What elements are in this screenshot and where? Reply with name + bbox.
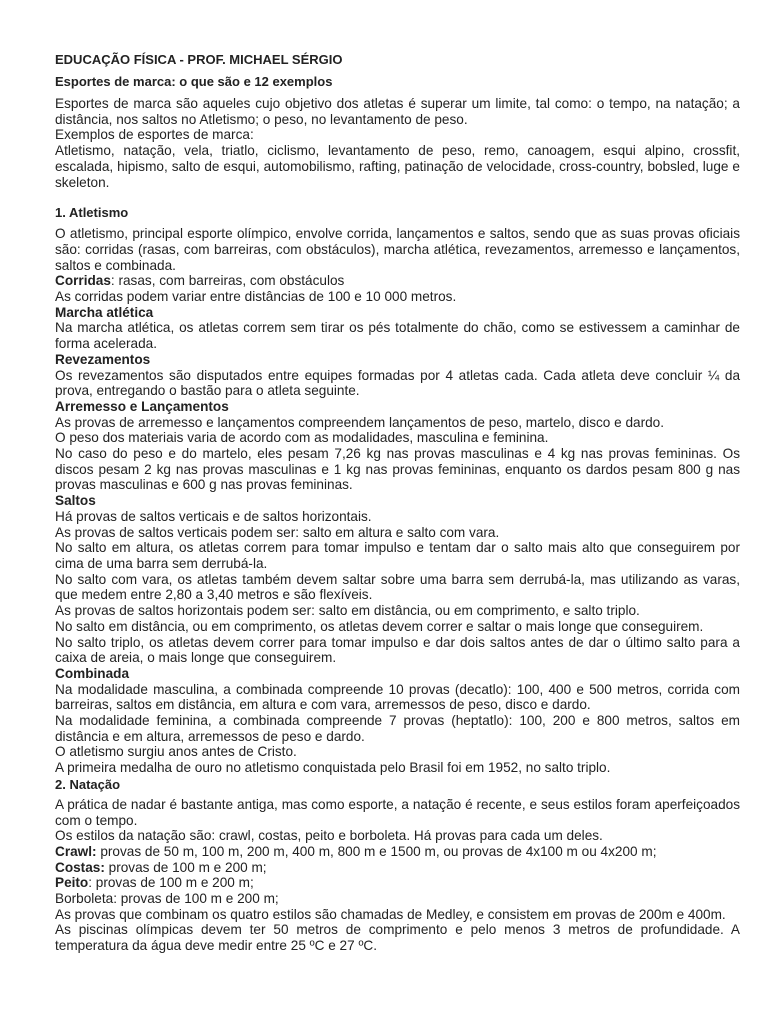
corridas-text: : rasas, com barreiras, com obstáculos	[110, 273, 345, 289]
intro-block	[55, 96, 740, 190]
intro-examples-list: Atletismo, natação, vela, triatlo, ciclismo, levantamento de peso, remo, canoagem, esqui alpino, crossfit, escalada, hipismo, salto de esqui, automobilismo, rafting, patinação de velocidade, cross-country, bobsled, luge e skeleton.	[55, 143, 740, 190]
paragraph: As provas que combinam os quatro estilos são chamadas de Medley, e consistem em provas de 200m e 400m.	[55, 906, 726, 922]
crawl-line	[55, 844, 740, 860]
paragraph: No salto triplo, os atletas devem correr para tomar impulso e dar dois saltos antes de dar o último salto para a caixa de areia, o mais longe que conseguirem.	[55, 634, 740, 666]
costas-text: provas de 100 m e 200 m;	[104, 859, 267, 875]
crawl-text: provas de 50 m, 100 m, 200 m, 400 m, 800 m e 1500 m, ou provas de 4x100 m ou 4x200 m;	[96, 843, 657, 859]
section-title-natacao: 2. Natação	[55, 776, 121, 792]
paragraph: Na marcha atlética, os atletas correm sem tirar os pés totalmente do chão, como se estivessem a caminhar de forma acelerada.	[55, 320, 740, 352]
paragraph: As provas de saltos horizontais podem ser: salto em distância, ou em comprimento, e salto triplo.	[55, 603, 640, 619]
intro-paragraph: Esportes de marca são aqueles cujo objetivo dos atletas é superar um limite, tal como: o tempo, na natação; a distância, nos saltos no Atletismo; o peso, no levantamento de peso.	[55, 96, 740, 127]
peito-line	[55, 875, 740, 891]
intro-examples-label: Exemplos de esportes de marca:	[55, 127, 254, 143]
paragraph: No salto em distância, ou em comprimento, os atletas devem correr e saltar o mais longe que conseguirem.	[55, 618, 704, 634]
paragraph: A prática de nadar é bastante antiga, mas como esporte, a natação é recente, e seus estilos foram aperfeiçoados com o tempo.	[55, 796, 740, 828]
subheading-saltos: Saltos	[55, 493, 96, 509]
crawl-label: Crawl:	[55, 843, 97, 859]
section-title-atletismo: 1. Atletismo	[55, 205, 129, 221]
costas-label: Costas:	[55, 859, 105, 875]
section-body-atletismo	[55, 226, 740, 776]
paragraph: O peso dos materiais varia de acordo com as modalidades, masculina e feminina.	[55, 430, 549, 446]
document-header: EDUCAÇÃO FÍSICA - PROF. MICHAEL SÉRGIO	[55, 52, 343, 67]
subheading-combinada: Combinada	[55, 665, 130, 681]
subheading-revezamentos: Revezamentos	[55, 351, 151, 367]
paragraph: Os estilos da natação são: crawl, costas, peito e borboleta. Há provas para cada um deles.	[55, 828, 603, 844]
paragraph: No caso do peso e do martelo, eles pesam 7,26 kg nas provas masculinas e 4 kg nas provas femininas. Os discos pesam 2 kg nas provas masculinas e 1 kg nas provas femininas, enquanto os dardos pesam 800 g nas provas masculinas e 600 g nas provas femininas.	[55, 446, 740, 493]
corridas-label: Corridas	[55, 273, 111, 289]
paragraph: O atletismo, principal esporte olímpico, envolve corrida, lançamentos e saltos, sendo que as suas provas oficiais são: corridas (rasas, com barreiras, com obstáculos), marcha atlética, revezamentos, arremesso e lançamentos, saltos e combinada.	[55, 226, 740, 273]
document-subtitle: Esportes de marca: o que são e 12 exemplos	[55, 74, 333, 89]
section-body-natacao	[55, 797, 740, 954]
paragraph: As provas de arremesso e lançamentos compreendem lançamentos de peso, martelo, disco e dardo.	[55, 414, 665, 430]
paragraph: O atletismo surgiu anos antes de Cristo.	[55, 744, 297, 760]
subheading-marcha: Marcha atlética	[55, 304, 154, 320]
paragraph: Os revezamentos são disputados entre equipes formadas por 4 atletas cada. Cada atleta deve concluir ¼ da prova, entregando o bastão para o atleta seguinte.	[55, 367, 740, 399]
corridas-line	[55, 273, 740, 289]
paragraph: As piscinas olímpicas devem ter 50 metros de comprimento e pelo menos 3 metros de profundidade. A temperatura da água deve medir entre 25 ºC e 27 ºC.	[55, 922, 740, 954]
paragraph: No salto em altura, os atletas correm para tomar impulso e tentam dar o salto mais alto que conseguirem por cima de uma barra sem derrubá-la.	[55, 540, 740, 571]
paragraph: As provas de saltos verticais podem ser: salto em altura e salto com vara.	[55, 524, 500, 540]
paragraph: Na modalidade masculina, a combinada compreende 10 provas (decatlo): 100, 400 e 500 metros, corrida com barreiras, saltos em distância, em altura e com vara, arremessos de peso, disco e dardo.	[55, 681, 740, 713]
paragraph: No salto com vara, os atletas também devem saltar sobre uma barra sem derrubá-la, mas utilizando as varas, que medem entre 2,80 a 3,40 metros e são flexíveis.	[55, 571, 740, 603]
borboleta-line: Borboleta: provas de 100 m e 200 m;	[55, 891, 279, 907]
peito-label: Peito	[55, 875, 89, 891]
paragraph: As corridas podem variar entre distâncias de 100 e 10 000 metros.	[55, 289, 457, 305]
paragraph: Na modalidade feminina, a combinada compreende 7 provas (heptatlo): 100, 200 e 800 metros, saltos em distância e em altura, arremessos de peso e dardo.	[55, 713, 740, 744]
paragraph: Há provas de saltos verticais e de saltos horizontais.	[55, 508, 372, 524]
peito-text: : provas de 100 m e 200 m;	[88, 875, 254, 891]
paragraph: A primeira medalha de ouro no atletismo conquistada pelo Brasil foi em 1952, no salto triplo.	[55, 760, 611, 776]
costas-line	[55, 860, 740, 876]
subheading-arremesso: Arremesso e Lançamentos	[55, 398, 229, 414]
